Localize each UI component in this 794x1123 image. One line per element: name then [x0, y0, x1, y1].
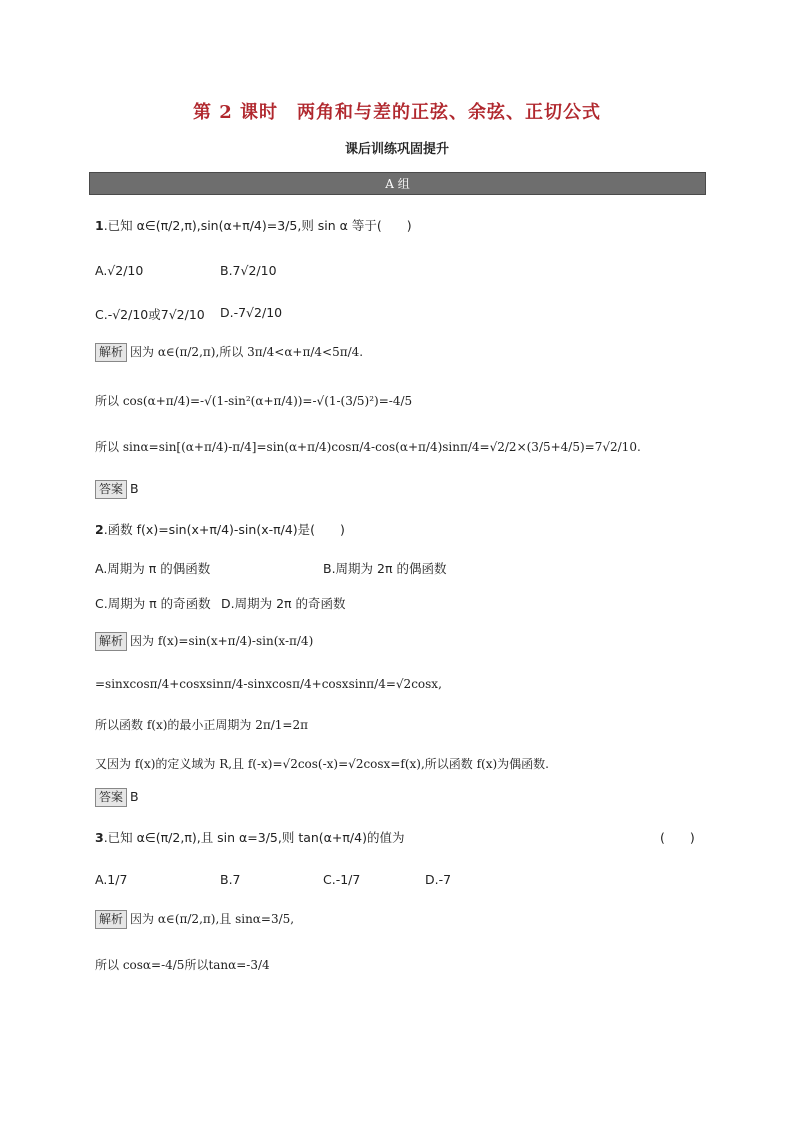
question-stem: .函数 f(x)=sin(x+π/4)-sin(x-π/4)是( )	[103, 522, 345, 537]
q1-option-d: D.-7√2/10	[220, 305, 283, 320]
q1-option-b: B.7√2/10	[220, 263, 277, 278]
question-stem: .已知 α∈(π/2,π),且 sin α=3/5,则 tan(α+π/4)的值为	[103, 830, 405, 845]
q3-analysis-line-2: 所以 cosα=-4/5所以tanα=-3/4	[95, 958, 270, 972]
q1-analysis-line-1	[95, 343, 363, 362]
q1-answer	[95, 480, 139, 499]
q3-answer-paren: ( )	[660, 830, 695, 845]
q2-analysis-line-2: =sinxcosπ/4+cosxsinπ/4-sinxcosπ/4+cosxsinπ/4=√2cosx,	[95, 677, 442, 691]
question-number: 3	[95, 830, 104, 845]
question-number: 2	[95, 522, 104, 537]
q2-option-a: A.周期为 π 的偶函数	[95, 561, 211, 576]
page-subtitle: 课后训练巩固提升	[344, 142, 449, 157]
q1-option-a: A.√2/10	[95, 263, 144, 278]
analysis-tag: 解析	[95, 910, 127, 929]
solution-text: 因为 α∈(π/2,π),所以 3π/4<α+π/4<5π/4.	[130, 345, 364, 359]
analysis-tag: 解析	[95, 343, 127, 362]
q1-option-c: C.-√2/10或7√2/10	[95, 307, 205, 322]
question-1	[95, 216, 412, 234]
q2-analysis-line-1	[95, 632, 313, 651]
q3-option-c: C.-1/7	[323, 872, 361, 887]
question-3	[95, 828, 404, 846]
q2-option-c: C.周期为 π 的奇函数	[95, 596, 211, 611]
question-2	[95, 520, 345, 538]
answer-value: B	[130, 789, 139, 804]
question-stem: .已知 α∈(π/2,π),sin(α+π/4)=3/5,则 sin α 等于( )	[103, 218, 412, 233]
q2-option-b: B.周期为 2π 的偶函数	[323, 561, 447, 576]
q1-analysis-line-2: 所以 cos(α+π/4)=-√(1-sin²(α+π/4))=-√(1-(3/5)²)=-4/5	[95, 394, 413, 408]
group-a-header: A 组	[89, 172, 706, 195]
q3-option-b: B.7	[220, 872, 241, 887]
page-title: 第 2 课时 两角和与差的正弦、余弦、正切公式	[192, 102, 602, 123]
question-number: 1	[95, 218, 104, 233]
q1-analysis-line-3: 所以 sinα=sin[(α+π/4)-π/4]=sin(α+π/4)cosπ/4-cos(α+π/4)sinπ/4=√2/2×(3/5+4/5)=7√2/10.	[95, 440, 641, 454]
analysis-tag: 解析	[95, 632, 127, 651]
answer-tag: 答案	[95, 480, 127, 499]
q3-analysis-line-1	[95, 910, 294, 929]
q2-analysis-line-4: 又因为 f(x)的定义域为 R,且 f(-x)=√2cos(-x)=√2cosx=f(x),所以函数 f(x)为偶函数.	[95, 757, 549, 771]
answer-value: B	[130, 481, 139, 496]
solution-text: 因为 f(x)=sin(x+π/4)-sin(x-π/4)	[130, 634, 314, 648]
q2-answer	[95, 788, 139, 807]
solution-text: 因为 α∈(π/2,π),且 sinα=3/5,	[130, 912, 295, 926]
q2-analysis-line-3: 所以函数 f(x)的最小正周期为 2π/1=2π	[95, 718, 308, 732]
q3-option-a: A.1/7	[95, 872, 128, 887]
q2-option-d: D.周期为 2π 的奇函数	[221, 596, 346, 611]
answer-tag: 答案	[95, 788, 127, 807]
q3-option-d: D.-7	[425, 872, 452, 887]
